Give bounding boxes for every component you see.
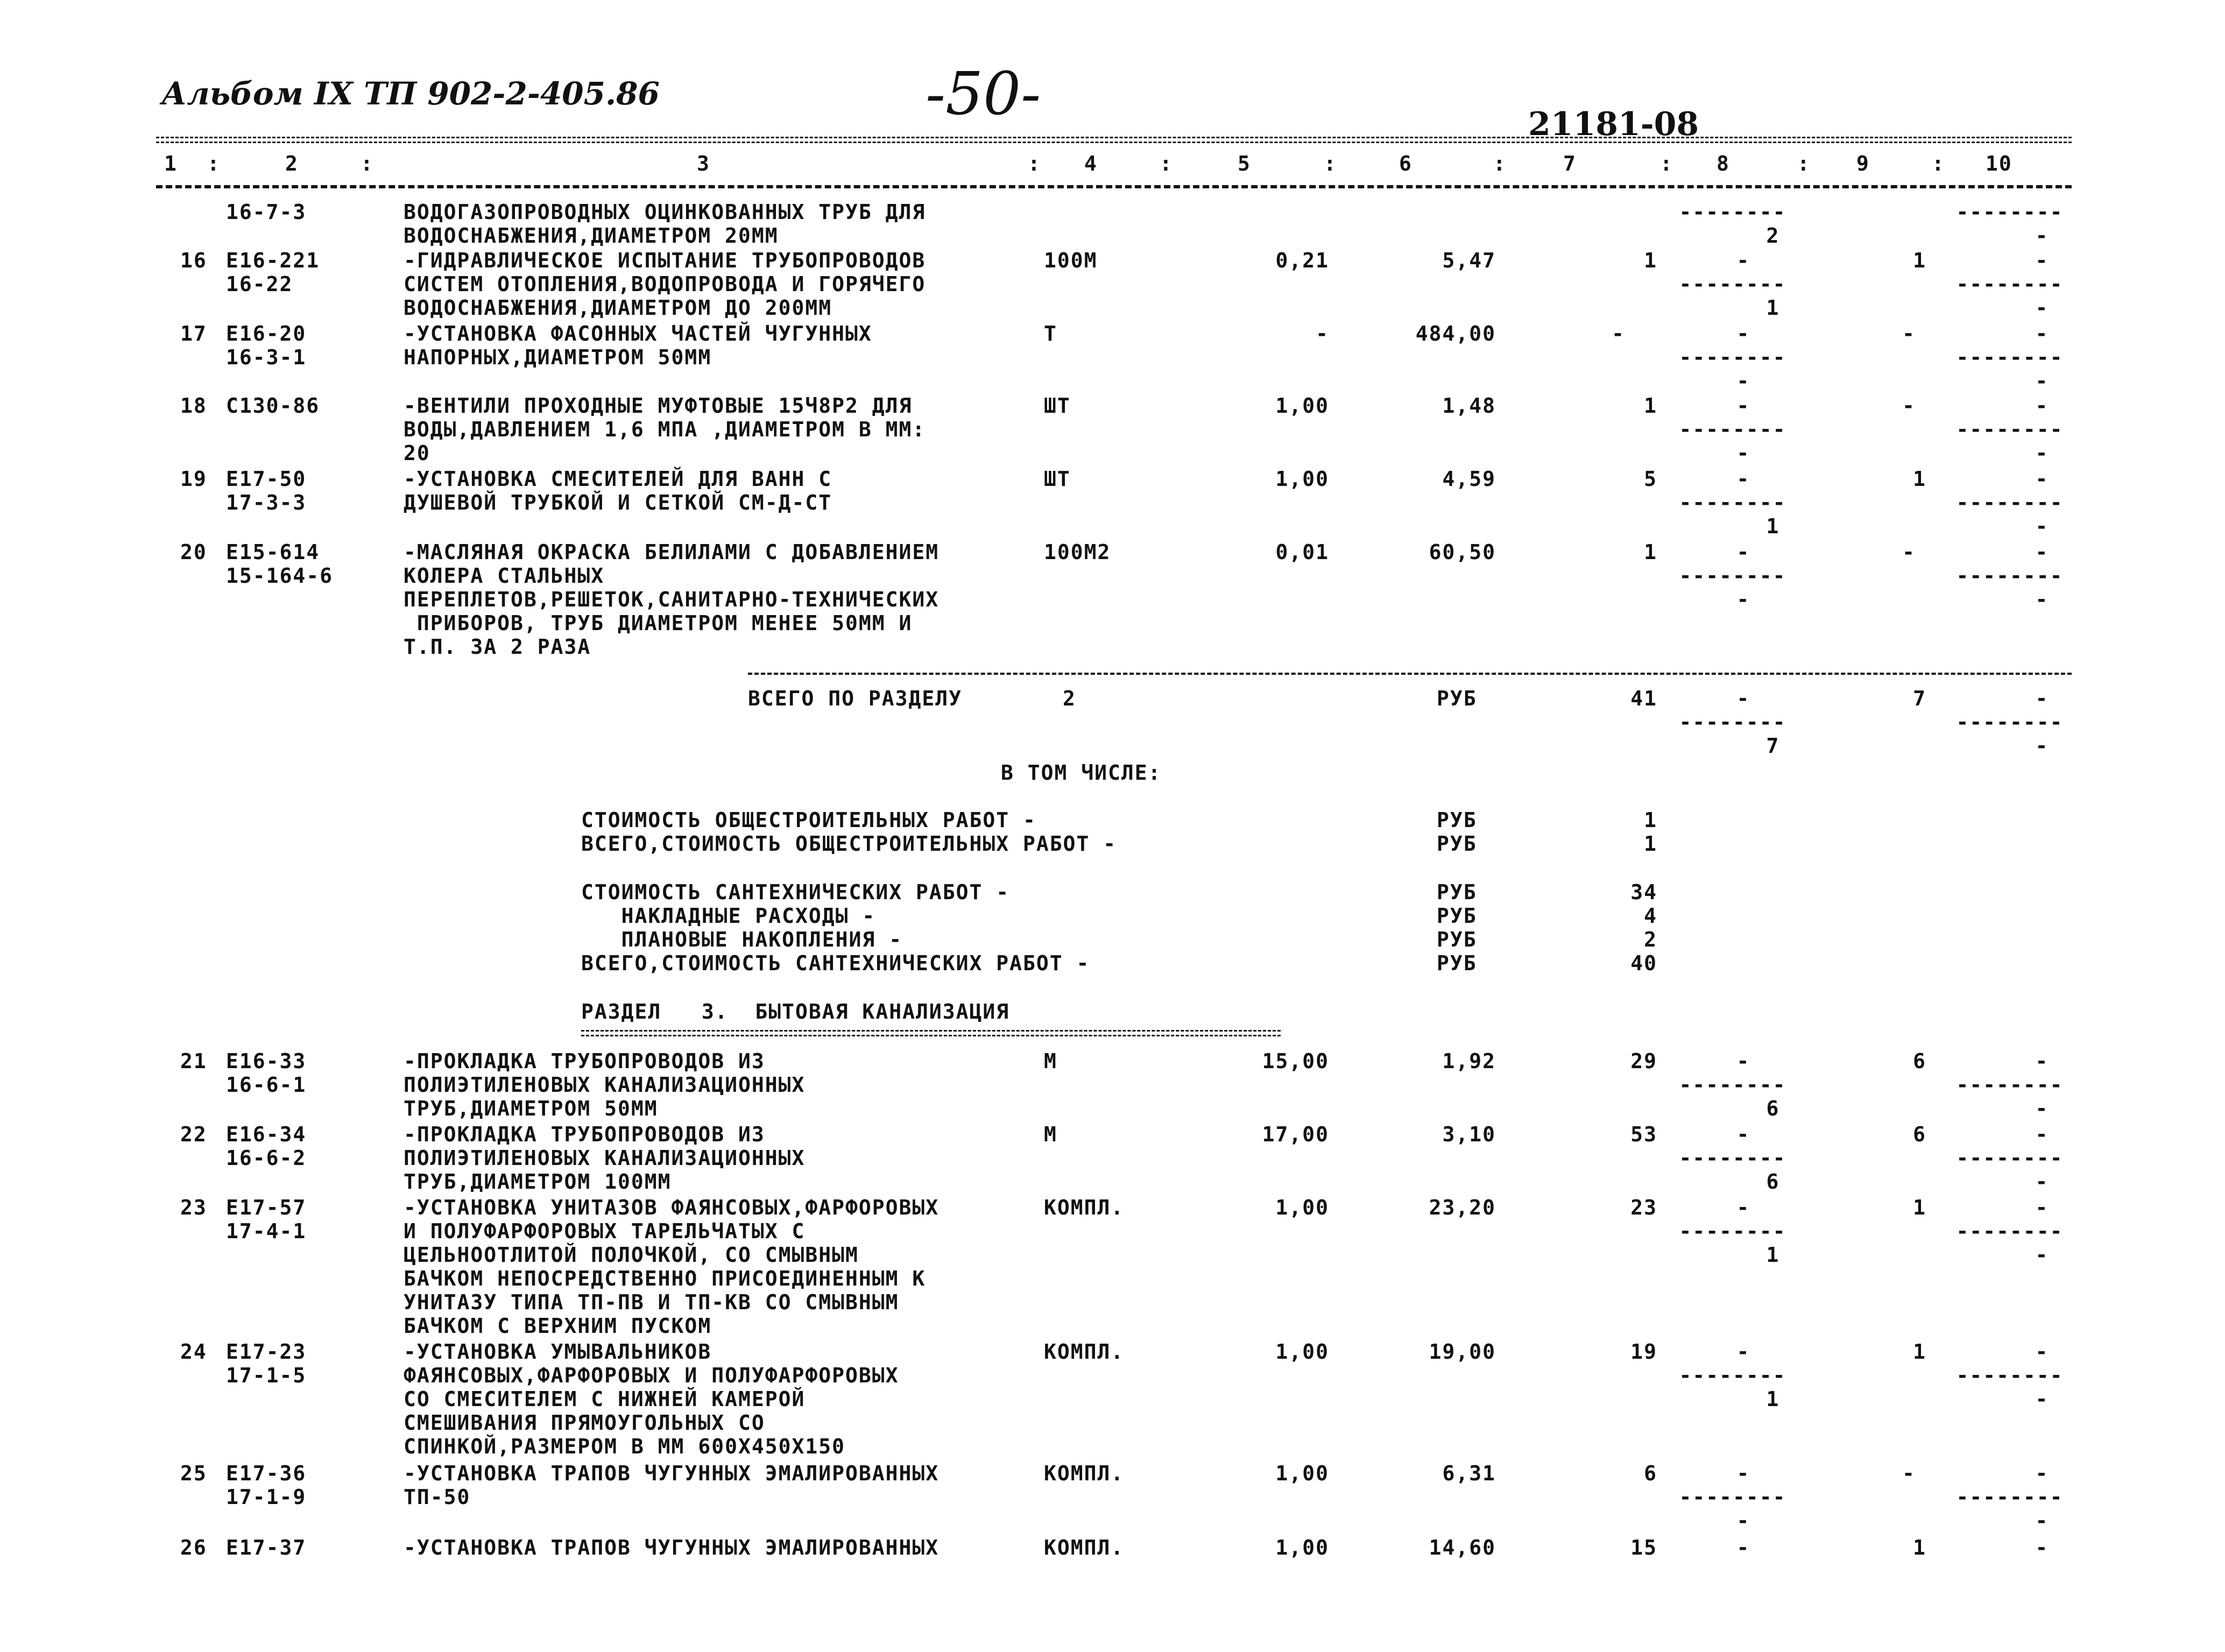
row-description-line: -УСТАНОВКА УМЫВАЛЬНИКОВ — [404, 1340, 712, 1364]
col10-bottom: - — [2035, 1387, 2049, 1411]
row-quantity: 0,01 — [1275, 540, 1329, 564]
col10-divider: -------- — [1956, 564, 2064, 588]
row-number: 21 — [180, 1049, 207, 1073]
row-number: 16 — [180, 249, 207, 272]
row-col7: 15 — [1630, 1536, 1657, 1559]
row-unit-price: 19,00 — [1429, 1340, 1496, 1364]
col10-divider: -------- — [1956, 1485, 2064, 1509]
col10-divider: -------- — [1956, 1219, 2064, 1243]
col10-bottom: - — [2035, 369, 2049, 393]
row-code: Е17-50 — [226, 467, 307, 491]
col10-bottom: - — [2035, 296, 2049, 320]
row-quantity: 1,00 — [1275, 1462, 1329, 1485]
column-separator: : — [1028, 152, 1041, 175]
section-total-unit: РУБ — [1437, 687, 1477, 710]
row-unit-price: 4,59 — [1442, 467, 1496, 491]
row-quantity: 0,21 — [1275, 249, 1329, 272]
including-line-value: 40 — [1630, 951, 1657, 975]
row-code-secondary: 17-4-1 — [226, 1219, 307, 1243]
col8-bottom: - — [1736, 588, 1750, 611]
including-line-label: ВСЕГО,СТОИМОСТЬ САНТЕХНИЧЕСКИХ РАБОТ - — [581, 951, 1090, 975]
col8-bottom: 1 — [1766, 1243, 1780, 1267]
col10-top: - — [2035, 467, 2049, 491]
row-unit-price: 60,50 — [1429, 540, 1496, 564]
col8-divider: -------- — [1679, 491, 1786, 514]
column-separator: : — [1324, 152, 1337, 175]
row-quantity: - — [1316, 322, 1329, 345]
row-quantity: 1,00 — [1275, 467, 1329, 491]
col8-top: -------- — [1679, 200, 1786, 224]
row-unit-price: 23,20 — [1429, 1196, 1496, 1219]
col10-bottom: - — [2035, 588, 2049, 611]
row-unit-price: 3,10 — [1442, 1122, 1496, 1146]
column-separator: : — [1660, 152, 1673, 175]
col8-top: - — [1736, 1049, 1750, 1073]
document-code: 21181-08 — [1528, 105, 1699, 143]
col8-divider: -------- — [1679, 345, 1786, 369]
col8-bottom: - — [1736, 1509, 1750, 1533]
row-col7: 23 — [1630, 1196, 1657, 1219]
col8-top: - — [1736, 394, 1750, 418]
col8-top: - — [1736, 687, 1750, 710]
row-col7: 1 — [1644, 249, 1657, 272]
col8-bottom: 6 — [1766, 1097, 1780, 1120]
row-col9: 1 — [1913, 1536, 1926, 1559]
row-unit: 100М — [1044, 249, 1098, 272]
row-description-line: ПОЛИЭТИЛЕНОВЫХ КАНАЛИЗАЦИОННЫХ — [404, 1146, 806, 1170]
row-code-secondary: 17-1-5 — [226, 1364, 307, 1387]
row-description-line: ВОДОГАЗОПРОВОДНЫХ ОЦИНКОВАННЫХ ТРУБ ДЛЯ — [404, 200, 926, 224]
including-line-value: 1 — [1644, 808, 1657, 832]
row-col7: 29 — [1630, 1049, 1657, 1073]
row-code: С130-86 — [226, 394, 320, 418]
row-unit: ШТ — [1044, 467, 1071, 491]
col8-bottom: - — [1736, 441, 1750, 465]
row-code-secondary: 16-6-1 — [226, 1073, 307, 1097]
col10-top: - — [2035, 322, 2049, 345]
row-code: Е17-36 — [226, 1462, 307, 1485]
col8-bottom: 2 — [1766, 224, 1780, 248]
including-line-value: 2 — [1644, 928, 1657, 951]
col10-bottom: - — [2035, 1243, 2049, 1267]
row-unit-price: 5,47 — [1442, 249, 1496, 272]
row-code: Е16-34 — [226, 1122, 307, 1146]
including-line-unit: РУБ — [1437, 904, 1477, 928]
col10-top: - — [2035, 1536, 2049, 1559]
row-col9: 6 — [1913, 1049, 1926, 1073]
row-description-line: -УСТАНОВКА ТРАПОВ ЧУГУННЫХ ЭМАЛИРОВАННЫХ — [404, 1536, 940, 1559]
column-separator: : — [1160, 152, 1173, 175]
row-description-line: ТРУБ,ДИАМЕТРОМ 100ММ — [404, 1170, 672, 1194]
col10-divider: -------- — [1956, 418, 2064, 441]
col8-top: - — [1736, 1462, 1750, 1485]
row-col9: - — [1902, 1462, 1916, 1485]
row-description-line: И ПОЛУФАРФОРОВЫХ ТАРЕЛЬЧАТЫХ С — [404, 1219, 806, 1243]
row-description-line: -ПРОКЛАДКА ТРУБОПРОВОДОВ ИЗ — [404, 1049, 765, 1073]
column-header: 1 — [164, 152, 178, 175]
column-separator: : — [1493, 152, 1507, 175]
col8-top: - — [1736, 322, 1750, 345]
col8-top: - — [1736, 1122, 1750, 1146]
col10-bottom: - — [2035, 1170, 2049, 1194]
row-unit: КОМПЛ. — [1044, 1536, 1125, 1559]
row-unit-price: 6,31 — [1442, 1462, 1496, 1485]
section-total-label: ВСЕГО ПО РАЗДЕЛУ — [748, 687, 963, 710]
col10-top: - — [2035, 1462, 2049, 1485]
column-separator: : — [361, 152, 374, 175]
col10-top: - — [2035, 249, 2049, 272]
col10-divider: -------- — [1956, 1073, 2064, 1097]
including-line-unit: РУБ — [1437, 880, 1477, 904]
row-col9: 1 — [1913, 1196, 1926, 1219]
row-unit: М — [1044, 1049, 1057, 1073]
row-description-line: ВОДОСНАБЖЕНИЯ,ДИАМЕТРОМ 20ММ — [404, 224, 779, 248]
including-line-label: СТОИМОСТЬ САНТЕХНИЧЕСКИХ РАБОТ - — [581, 880, 1010, 904]
col8-divider: -------- — [1679, 272, 1786, 296]
row-description-line: УНИТАЗУ ТИПА ТП-ПВ И ТП-КВ СО СМЫВНЫМ — [404, 1290, 899, 1314]
album-reference: Альбом IX ТП 902-2-405.86 — [161, 75, 660, 112]
including-line-unit: РУБ — [1437, 832, 1477, 856]
row-description-line: СМЕШИВАНИЯ ПРЯМОУГОЛЬНЫХ СО — [404, 1411, 765, 1435]
row-description-line: БАЧКОМ С ВЕРХНИМ ПУСКОМ — [404, 1314, 712, 1338]
row-code: Е17-23 — [226, 1340, 307, 1364]
row-description-line: 20 — [404, 441, 430, 465]
col10-divider: -------- — [1956, 710, 2064, 734]
row-col9: 1 — [1913, 467, 1926, 491]
col8-divider: -------- — [1679, 1485, 1786, 1509]
including-line-value: 4 — [1644, 904, 1657, 928]
page-number: -50- — [926, 59, 1041, 128]
row-description-line: ДУШЕВОЙ ТРУБКОЙ И СЕТКОЙ СМ-Д-СТ — [404, 491, 832, 514]
row-code-secondary: 16-6-2 — [226, 1146, 307, 1170]
col8-top: - — [1736, 1196, 1750, 1219]
header-bottom-rule — [156, 185, 2072, 188]
col8-bottom: - — [1736, 369, 1750, 393]
including-line-unit: РУБ — [1437, 808, 1477, 832]
row-unit: КОМПЛ. — [1044, 1462, 1125, 1485]
row-code: Е16-33 — [226, 1049, 307, 1073]
row-code-secondary: 15-164-6 — [226, 564, 334, 588]
column-header: 7 — [1563, 152, 1577, 175]
col10-bottom: - — [2035, 224, 2049, 248]
row-description-line: СПИНКОЙ,РАЗМЕРОМ В ММ 600Х450Х150 — [404, 1435, 845, 1458]
row-description-line: ВОДЫ,ДАВЛЕНИЕМ 1,6 МПА ,ДИАМЕТРОМ В ММ: — [404, 418, 926, 441]
row-code: Е15-614 — [226, 540, 320, 564]
row-col9: 1 — [1913, 249, 1926, 272]
column-separator: : — [1932, 152, 1945, 175]
column-header: 9 — [1856, 152, 1870, 175]
row-col7: 5 — [1644, 467, 1657, 491]
row-col7: - — [1612, 322, 1625, 345]
row-description-line: -ПРОКЛАДКА ТРУБОПРОВОДОВ ИЗ — [404, 1122, 765, 1146]
row-description-line: -УСТАНОВКА ТРАПОВ ЧУГУННЫХ ЭМАЛИРОВАННЫХ — [404, 1462, 940, 1485]
including-line-label: ВСЕГО,СТОИМОСТЬ ОБЩЕСТРОИТЕЛЬНЫХ РАБОТ - — [581, 832, 1117, 856]
row-number: 20 — [180, 540, 207, 564]
row-col9: - — [1902, 540, 1916, 564]
row-number: 25 — [180, 1462, 207, 1485]
column-header: 6 — [1399, 152, 1412, 175]
row-number: 24 — [180, 1340, 207, 1364]
col10-top: - — [2035, 687, 2049, 710]
col10-bottom: - — [2035, 1509, 2049, 1533]
row-col7: 53 — [1630, 1122, 1657, 1146]
section-number: 2 — [1063, 687, 1076, 710]
row-unit: 100М2 — [1044, 540, 1111, 564]
col10-top: - — [2035, 1122, 2049, 1146]
including-line-label: ПЛАНОВЫЕ НАКОПЛЕНИЯ - — [581, 928, 903, 951]
row-description-line: ФАЯНСОВЫХ,ФАРФОРОВЫХ И ПОЛУФАРФОРОВЫХ — [404, 1364, 899, 1387]
row-code: Е17-37 — [226, 1536, 307, 1559]
column-header: 4 — [1084, 152, 1098, 175]
row-description-line: СО СМЕСИТЕЛЕМ С НИЖНЕЙ КАМЕРОЙ — [404, 1387, 806, 1411]
col10-divider: -------- — [1956, 272, 2064, 296]
including-line-label: НАКЛАДНЫЕ РАСХОДЫ - — [581, 904, 876, 928]
row-unit-price: 484,00 — [1415, 322, 1496, 345]
row-quantity: 15,00 — [1262, 1049, 1329, 1073]
row-description-line: КОЛЕРА СТАЛЬНЫХ — [404, 564, 605, 588]
col10-divider: -------- — [1956, 1364, 2064, 1387]
column-header: 8 — [1717, 152, 1730, 175]
row-number: 22 — [180, 1122, 207, 1146]
row-description-line: ТП-50 — [404, 1485, 471, 1509]
including-line-value: 34 — [1630, 880, 1657, 904]
including-title: В ТОМ ЧИСЛЕ: — [1001, 761, 1162, 785]
row-unit-price: 1,92 — [1442, 1049, 1496, 1073]
col10-divider: -------- — [1956, 345, 2064, 369]
row-col7: 6 — [1644, 1462, 1657, 1485]
col10-top: - — [2035, 394, 2049, 418]
row-unit-price: 14,60 — [1429, 1536, 1496, 1559]
row-col9: 6 — [1913, 1122, 1926, 1146]
col8-divider: -------- — [1679, 1146, 1786, 1170]
column-header: 2 — [285, 152, 299, 175]
row-description-line: -ВЕНТИЛИ ПРОХОДНЫЕ МУФТОВЫЕ 15Ч8Р2 ДЛЯ — [404, 394, 913, 418]
col10-divider: -------- — [1956, 491, 2064, 514]
section-total-col7: 41 — [1630, 687, 1657, 710]
col8-divider: -------- — [1679, 710, 1786, 734]
column-separator: : — [207, 152, 221, 175]
row-description-line: -УСТАНОВКА ФАСОННЫХ ЧАСТЕЙ ЧУГУННЫХ — [404, 322, 872, 345]
row-number: 26 — [180, 1536, 207, 1559]
including-line-label: СТОИМОСТЬ ОБЩЕСТРОИТЕЛЬНЫХ РАБОТ - — [581, 808, 1036, 832]
column-separator: : — [1797, 152, 1811, 175]
col8-top: - — [1736, 467, 1750, 491]
col10-bottom: - — [2035, 441, 2049, 465]
row-quantity: 17,00 — [1262, 1122, 1329, 1146]
col8-bottom: 7 — [1766, 734, 1780, 758]
col8-top: - — [1736, 540, 1750, 564]
col8-divider: -------- — [1679, 1364, 1786, 1387]
row-description-line: НАПОРНЫХ,ДИАМЕТРОМ 50ММ — [404, 345, 712, 369]
row-quantity: 1,00 — [1275, 1196, 1329, 1219]
col8-top: - — [1736, 1536, 1750, 1559]
section-total-rule — [748, 673, 2072, 675]
row-quantity: 1,00 — [1275, 394, 1329, 418]
row-description-line: Т.П. ЗА 2 РАЗА — [404, 635, 591, 659]
row-description-line: ПРИБОРОВ, ТРУБ ДИАМЕТРОМ МЕНЕЕ 50ММ И — [404, 611, 913, 635]
including-line-unit: РУБ — [1437, 928, 1477, 951]
col8-bottom: 1 — [1766, 514, 1780, 538]
row-number: 17 — [180, 322, 207, 345]
row-col7: 1 — [1644, 394, 1657, 418]
column-header: 10 — [1986, 152, 2012, 175]
row-unit: ШТ — [1044, 394, 1071, 418]
row-description-line: ЦЕЛЬНООТЛИТОЙ ПОЛОЧКОЙ, СО СМЫВНЫМ — [404, 1243, 859, 1267]
row-number: 18 — [180, 394, 207, 418]
row-col7: 19 — [1630, 1340, 1657, 1364]
col8-divider: -------- — [1679, 418, 1786, 441]
row-code-secondary: 16-7-3 — [226, 200, 307, 224]
col8-top: - — [1736, 249, 1750, 272]
row-code-secondary: 16-22 — [226, 272, 293, 296]
row-col7: 1 — [1644, 540, 1657, 564]
row-description-line: -МАСЛЯНАЯ ОКРАСКА БЕЛИЛАМИ С ДОБАВЛЕНИЕМ — [404, 540, 940, 564]
col8-top: - — [1736, 1340, 1750, 1364]
col10-bottom: - — [2035, 1097, 2049, 1120]
row-code: Е16-221 — [226, 249, 320, 272]
column-header: 5 — [1238, 152, 1251, 175]
row-code-secondary: 17-1-9 — [226, 1485, 307, 1509]
row-description-line: ПЕРЕПЛЕТОВ,РЕШЕТОК,САНИТАРНО-ТЕХНИЧЕСКИХ — [404, 588, 940, 611]
col10-bottom: - — [2035, 514, 2049, 538]
col8-divider: -------- — [1679, 1219, 1786, 1243]
row-unit: М — [1044, 1122, 1057, 1146]
col10-divider: -------- — [1956, 1146, 2064, 1170]
section-heading: РАЗДЕЛ 3. БЫТОВАЯ КАНАЛИЗАЦИЯ — [581, 1000, 1010, 1023]
row-code-secondary: 16-3-1 — [226, 345, 307, 369]
col10-top: - — [2035, 540, 2049, 564]
col10-top: - — [2035, 1196, 2049, 1219]
row-number: 23 — [180, 1196, 207, 1219]
section-total-col9: 7 — [1913, 687, 1926, 710]
col8-divider: -------- — [1679, 1073, 1786, 1097]
row-unit: Т — [1044, 322, 1057, 345]
row-description-line: -УСТАНОВКА СМЕСИТЕЛЕЙ ДЛЯ ВАНН С — [404, 467, 832, 491]
row-number: 19 — [180, 467, 207, 491]
row-description-line: -УСТАНОВКА УНИТАЗОВ ФАЯНСОВЫХ,ФАРФОРОВЫХ — [404, 1196, 940, 1219]
row-quantity: 1,00 — [1275, 1536, 1329, 1559]
col10-top: - — [2035, 1049, 2049, 1073]
row-description-line: БАЧКОМ НЕПОСРЕДСТВЕННО ПРИСОЕДИНЕННЫМ К — [404, 1267, 926, 1290]
row-quantity: 1,00 — [1275, 1340, 1329, 1364]
section-heading-underline — [581, 1030, 1281, 1036]
row-description-line: СИСТЕМ ОТОПЛЕНИЯ,ВОДОПРОВОДА И ГОРЯЧЕГО — [404, 272, 926, 296]
including-line-value: 1 — [1644, 832, 1657, 856]
row-col9: - — [1902, 322, 1916, 345]
row-unit: КОМПЛ. — [1044, 1196, 1125, 1219]
including-line-unit: РУБ — [1437, 951, 1477, 975]
row-description-line: ВОДОСНАБЖЕНИЯ,ДИАМЕТРОМ ДО 200ММ — [404, 296, 832, 320]
col8-bottom: 1 — [1766, 1387, 1780, 1411]
header-top-rule — [156, 137, 2072, 143]
col10-bottom: - — [2035, 734, 2049, 758]
row-description-line: ПОЛИЭТИЛЕНОВЫХ КАНАЛИЗАЦИОННЫХ — [404, 1073, 806, 1097]
row-code-secondary: 17-3-3 — [226, 491, 307, 514]
col8-bottom: 1 — [1766, 296, 1780, 320]
row-code: Е16-20 — [226, 322, 307, 345]
row-description-line: -ГИДРАВЛИЧЕСКОЕ ИСПЫТАНИЕ ТРУБОПРОВОДОВ — [404, 249, 926, 272]
row-col9: 1 — [1913, 1340, 1926, 1364]
row-unit: КОМПЛ. — [1044, 1340, 1125, 1364]
column-header: 3 — [697, 152, 710, 175]
col8-divider: -------- — [1679, 564, 1786, 588]
row-code: Е17-57 — [226, 1196, 307, 1219]
row-description-line: ТРУБ,ДИАМЕТРОМ 50ММ — [404, 1097, 658, 1120]
col10-top: -------- — [1956, 200, 2064, 224]
col8-bottom: 6 — [1766, 1170, 1780, 1194]
col10-top: - — [2035, 1340, 2049, 1364]
row-unit-price: 1,48 — [1442, 394, 1496, 418]
row-col9: - — [1902, 394, 1916, 418]
